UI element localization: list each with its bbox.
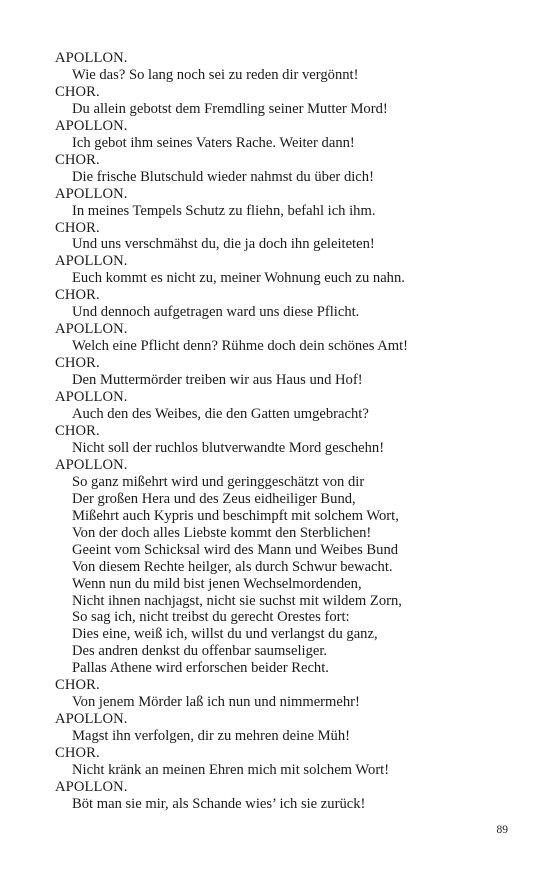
verse-line: Wenn nun du mild bist jenen Wechselmordenden, [72, 575, 362, 592]
speaker-label: CHOR. [55, 745, 100, 762]
verse-line: Euch kommt es nicht zu, meiner Wohnung euch zu nahn. [72, 270, 405, 287]
verse-line: Und uns verschmähst du, die ja doch ihn geleiteten! [72, 236, 375, 253]
speaker-label: APOLLON. [55, 711, 128, 728]
speaker-label: APOLLON. [55, 185, 128, 202]
speaker-label: APOLLON. [55, 456, 128, 473]
verse-line: Nicht kränk an meinen Ehren mich mit solchem Wort! [72, 762, 390, 779]
verse-line: Die frische Blutschuld wieder nahmst du über dich! [72, 168, 374, 185]
speaker-label: CHOR. [55, 677, 100, 694]
page-number: 89 [496, 824, 508, 836]
verse-line: Auch den des Weibes, die den Gatten umgebracht? [72, 406, 369, 423]
verse-line: Nicht ihnen nachjagst, nicht sie suchst mit wildem Zorn, [72, 592, 402, 609]
verse-line: Welch eine Pflicht denn? Rühme doch dein schönes Amt! [72, 338, 409, 355]
verse-line: Ich gebot ihm seines Vaters Rache. Weiter dann! [72, 134, 355, 151]
verse-line: Pallas Athene wird erforschen beider Recht. [72, 660, 329, 677]
verse-line: Von jenem Mörder laß ich nun und nimmermehr! [72, 694, 360, 711]
verse-line: So sag ich, nicht treibst du gerecht Orestes fort: [72, 609, 350, 626]
verse-line: So ganz mißehrt wird und geringgeschätzt von dir [72, 473, 365, 490]
verse-line: Und dennoch aufgetragen ward uns diese Pflicht. [72, 304, 360, 321]
verse-line: Geeint vom Schicksal wird des Mann und Weibes Bund [72, 541, 399, 558]
verse-line: Nicht soll der ruchlos blutverwandte Mord geschehn! [72, 439, 385, 456]
speaker-label: CHOR. [55, 287, 100, 304]
verse-line: Du allein gebotst dem Fremdling seiner Mutter Mord! [72, 100, 388, 117]
verse-line: Von diesem Rechte heilger, als durch Schwur bewacht. [72, 558, 393, 575]
verse-line: Böt man sie mir, als Schande wies’ ich sie zurück! [72, 795, 366, 812]
verse-line: Dies eine, weiß ich, willst du und verlangst du ganz, [72, 626, 378, 643]
verse-line: Von der doch alles Liebste kommt den Sterblichen! [72, 524, 372, 541]
verse-line: Den Muttermörder treiben wir aus Haus und Hof! [72, 372, 363, 389]
dialogue-text [55, 50, 495, 813]
speaker-label: APOLLON. [55, 117, 128, 134]
speaker-label: CHOR. [55, 355, 100, 372]
speaker-label: CHOR. [55, 83, 100, 100]
verse-line: Magst ihn verfolgen, dir zu mehren deine Müh! [72, 728, 351, 745]
verse-line: Des andren denkst du offenbar saumseliger. [72, 643, 328, 660]
speaker-label: APOLLON. [55, 321, 128, 338]
speaker-label: APOLLON. [55, 778, 128, 795]
speaker-label: CHOR. [55, 422, 100, 439]
speaker-label: APOLLON. [55, 253, 128, 270]
speaker-label: CHOR. [55, 219, 100, 236]
speaker-label: CHOR. [55, 151, 100, 168]
speaker-label: APOLLON. [55, 50, 128, 66]
verse-line: In meines Tempels Schutz zu fliehn, befahl ich ihm. [72, 202, 376, 219]
verse-line: Wie das? So lang noch sei zu reden dir vergönnt! [72, 66, 359, 83]
verse-line: Mißehrt auch Kypris und beschimpft mit solchem Wort, [72, 507, 399, 524]
speaker-label: APOLLON. [55, 389, 128, 406]
verse-line: Der großen Hera und des Zeus eidheiliger Bund, [72, 490, 356, 507]
